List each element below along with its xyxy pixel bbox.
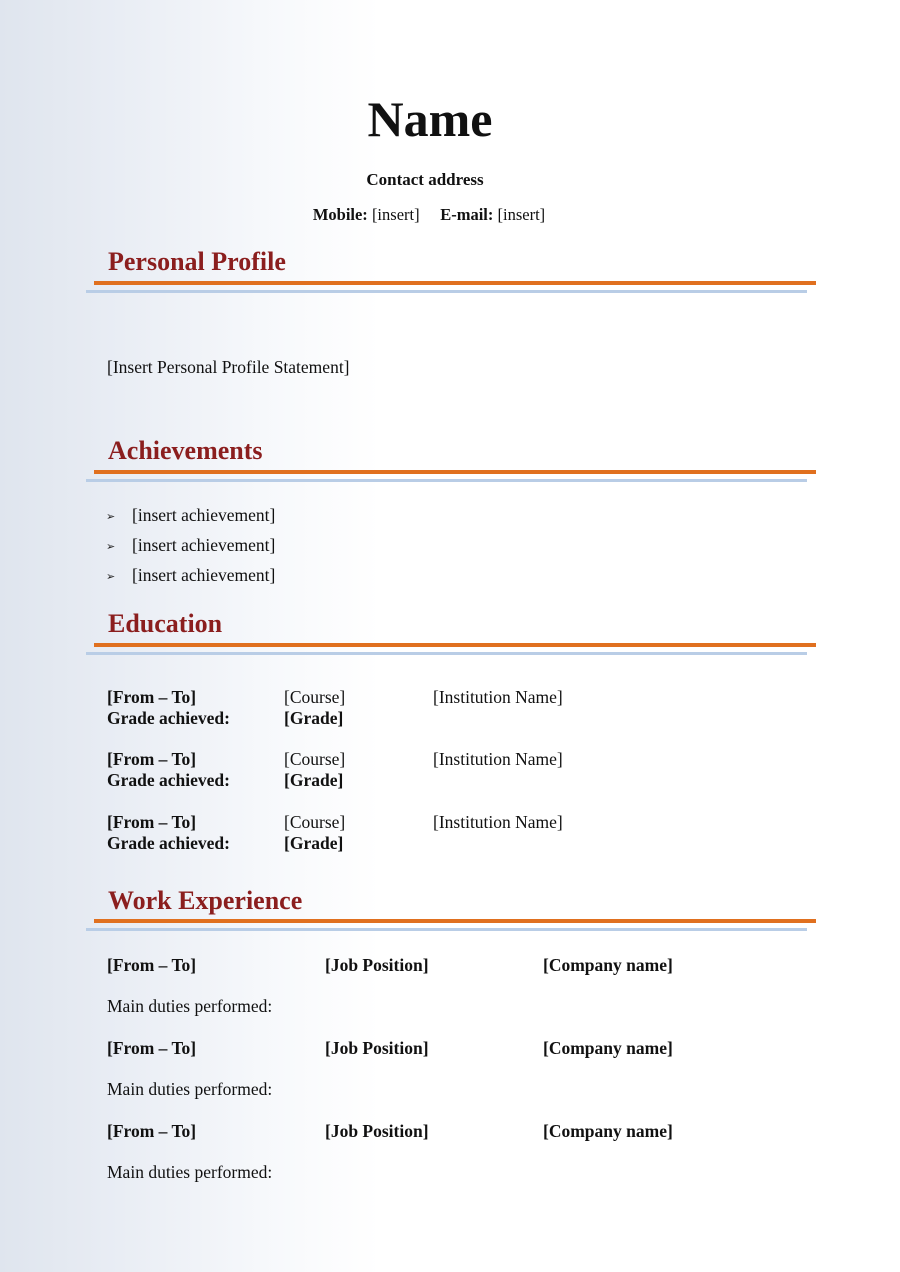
education-institution: [Institution Name] (433, 687, 563, 707)
grade-value: [Grade] (284, 708, 344, 728)
work-duties: Main duties performed: (107, 1162, 273, 1182)
section-heading-education: Education (108, 609, 223, 638)
work-dates: [From – To] (107, 1121, 197, 1141)
section-rule-blue (86, 290, 807, 293)
grade-label: Grade achieved: (107, 708, 230, 728)
education-course: [Course] (284, 749, 346, 769)
bullet-arrow-icon: ➢ (106, 541, 116, 553)
mobile-value: [insert] (371, 205, 420, 224)
email-label: E-mail: (440, 205, 494, 224)
work-company: [Company name] (543, 1038, 673, 1058)
section-rule-orange (94, 281, 816, 285)
work-position: [Job Position] (325, 1121, 429, 1141)
profile-statement: [Insert Personal Profile Statement] (107, 357, 350, 377)
work-position: [Job Position] (325, 955, 429, 975)
mobile-label: Mobile: (312, 205, 368, 224)
grade-value: [Grade] (284, 770, 344, 790)
work-company: [Company name] (543, 1121, 673, 1141)
achievement-item: [insert achievement] (132, 565, 276, 585)
section-rule-blue (86, 652, 807, 655)
education-course: [Course] (284, 812, 346, 832)
section-heading-personal-profile: Personal Profile (108, 247, 286, 276)
education-dates: [From – To] (107, 749, 197, 769)
work-duties: Main duties performed: (107, 1079, 273, 1099)
achievement-item: [insert achievement] (132, 535, 276, 555)
grade-label: Grade achieved: (107, 833, 230, 853)
work-duties: Main duties performed: (107, 996, 273, 1016)
bullet-arrow-icon: ➢ (106, 571, 116, 583)
education-institution: [Institution Name] (433, 812, 563, 832)
section-rule-orange (94, 470, 816, 474)
education-institution: [Institution Name] (433, 749, 563, 769)
grade-value: [Grade] (284, 833, 344, 853)
grade-label: Grade achieved: (107, 770, 230, 790)
work-company: [Company name] (543, 955, 673, 975)
education-dates: [From – To] (107, 812, 197, 832)
section-rule-blue (86, 479, 807, 482)
contact-line (0, 205, 858, 225)
contact-address: Contact address (366, 170, 484, 189)
section-rule-blue (86, 928, 807, 931)
work-position: [Job Position] (325, 1038, 429, 1058)
section-rule-orange (94, 919, 816, 923)
work-dates: [From – To] (107, 1038, 197, 1058)
email-value: [insert] (497, 205, 546, 224)
resume-name: Name (367, 91, 493, 147)
bullet-arrow-icon: ➢ (106, 511, 116, 523)
achievement-item: [insert achievement] (132, 505, 276, 525)
section-heading-achievements: Achievements (108, 436, 263, 465)
education-course: [Course] (284, 687, 346, 707)
education-dates: [From – To] (107, 687, 197, 707)
work-dates: [From – To] (107, 955, 197, 975)
section-rule-orange (94, 643, 816, 647)
section-heading-work-experience: Work Experience (108, 886, 303, 915)
